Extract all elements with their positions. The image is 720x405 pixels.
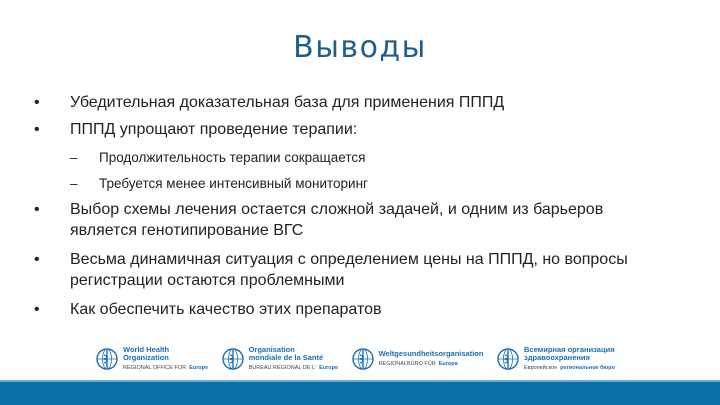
footer-bar: [0, 382, 720, 405]
logo-region-name: Europe: [189, 364, 209, 371]
logo-line-1: World Health: [123, 344, 170, 354]
bullet-item: [30, 249, 670, 291]
who-logo-english: [95, 346, 208, 373]
logo-region: [379, 360, 484, 369]
who-logo-text: [524, 346, 615, 373]
logo-region: [249, 364, 338, 373]
bullet-item: [30, 199, 670, 241]
logo-line-2: здравоохранения: [524, 353, 590, 363]
logo-office: Европейское: [524, 364, 558, 371]
logo-line-2: Organization: [123, 353, 169, 363]
bullet-marker: •: [34, 301, 40, 318]
who-logo-russian: [496, 346, 615, 373]
bullet-text: Убедительная доказательная база для применения ПППД: [70, 94, 505, 111]
who-emblem-icon: [496, 347, 520, 371]
logo-office: BUREAU RÉGIONAL DE L': [248, 364, 317, 371]
who-logo-german: [351, 347, 484, 371]
sub-bullet-marker: –: [70, 150, 78, 165]
logo-region-name: Europa: [438, 360, 458, 367]
sub-bullet-marker: –: [70, 176, 78, 191]
bullet-list: [30, 92, 670, 326]
who-emblem-icon: [351, 347, 375, 371]
bullet-text: Весьма динамичная ситуация с определением цены на ПППД, но вопросы регистрации остаются проблемными: [70, 251, 628, 289]
who-emblem-icon: [221, 347, 245, 371]
logo-line-1: Weltgesundheitsorganisation: [378, 349, 484, 358]
bullet-marker: •: [34, 251, 40, 268]
logo-region: [524, 364, 615, 373]
sub-bullet-text: Продолжительность терапии сокращается: [99, 150, 366, 165]
logo-line-1: Всемирная организация: [524, 344, 615, 354]
logo-region: [123, 364, 208, 373]
logo-region-name: региональное бюро: [560, 364, 615, 371]
bullet-marker: •: [34, 121, 40, 138]
who-logo-text: [249, 346, 338, 373]
bullet-item: [30, 92, 670, 113]
who-emblem-icon: [95, 347, 119, 371]
who-logo-french: [221, 346, 338, 373]
bullet-marker: •: [34, 94, 40, 111]
logo-region-name: Europe: [319, 364, 339, 371]
logo-line-1: Organisation: [248, 344, 295, 354]
bullet-text: Выбор схемы лечения остается сложной задачей, и одним из барьеров является генотипирование ВГС: [70, 201, 604, 239]
slide-title: Выводы: [293, 30, 427, 65]
logo-office: REGIONAL OFFICE FOR: [123, 364, 187, 371]
sub-bullet-text: Требуется менее интенсивный мониторинг: [99, 176, 368, 191]
bullet-item: [30, 299, 670, 320]
bullet-text: Как обеспечить качество этих препаратов: [70, 301, 382, 318]
bullet-text: ПППД упрощают проведение терапии:: [70, 121, 358, 138]
sub-bullet-item: [30, 149, 670, 167]
who-logo-text: [123, 346, 208, 373]
who-logos-strip: [95, 339, 615, 379]
bullet-item: [30, 119, 670, 140]
logo-office: REGIONALBÜRO FÜR: [378, 360, 436, 367]
sub-bullet-item: [30, 175, 670, 193]
bullet-marker: •: [34, 201, 40, 218]
logo-line-2: mondiale de la Santé: [248, 353, 324, 363]
who-logo-text: [379, 350, 484, 368]
